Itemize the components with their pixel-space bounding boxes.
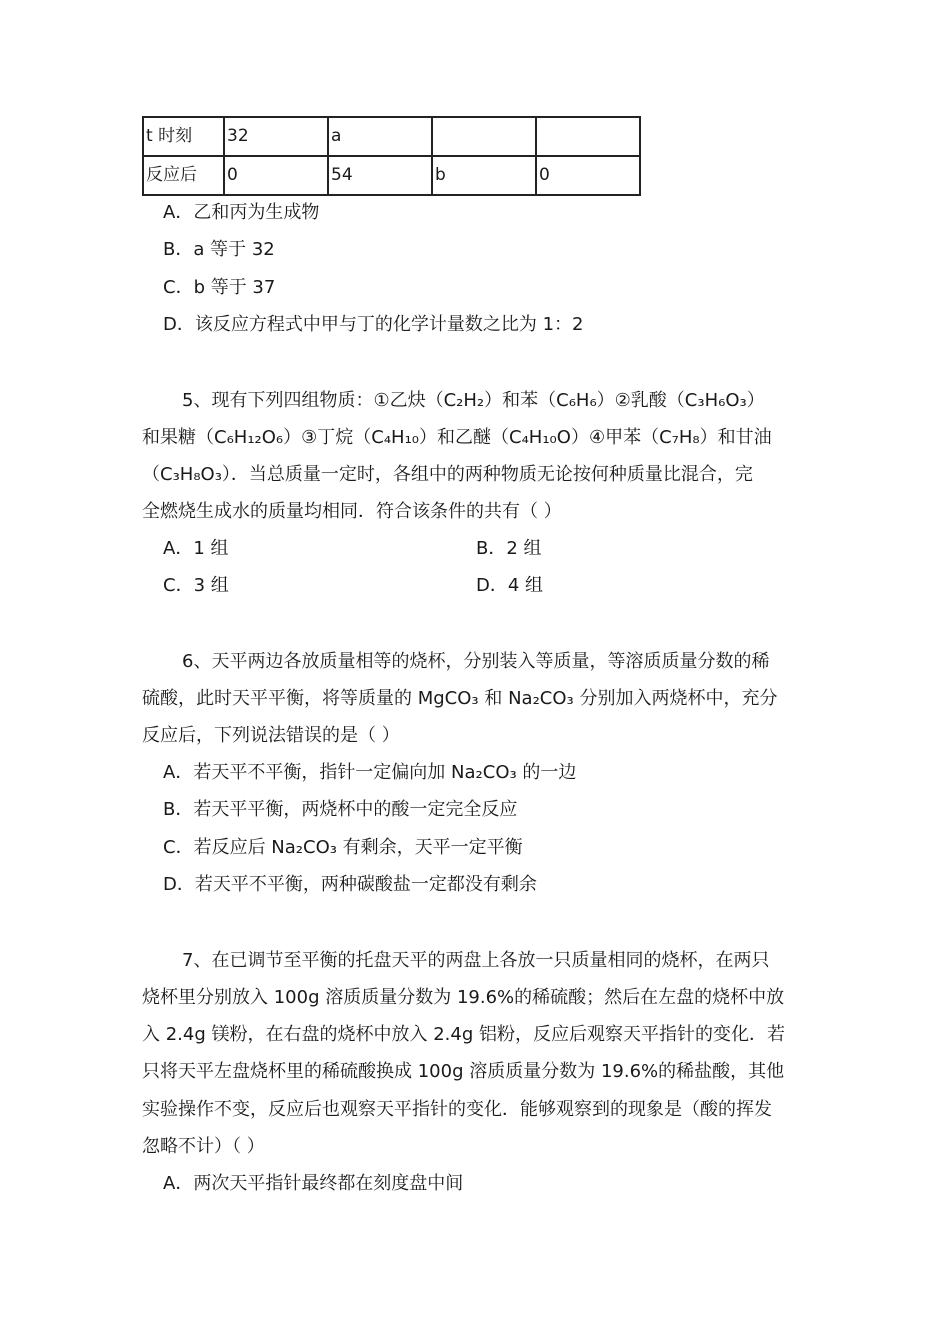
q4-option-b: B．a 等于 32 bbox=[163, 239, 275, 260]
q6-option-d: D．若天平不平衡，两种碳酸盐一定都没有剩余 bbox=[163, 874, 537, 895]
q7-text-line: 实验操作不变，反应后也观察天平指针的变化．能够观察到的现象是（酸的挥发 bbox=[142, 1099, 772, 1120]
q5-option-b: B．2 组 bbox=[476, 538, 542, 559]
table-row bbox=[143, 117, 640, 156]
q7-text-line: 只将天平左盘烧杯里的稀硫酸换成 100g 溶质质量分数为 19.6%的稀盐酸，其他 bbox=[142, 1061, 785, 1082]
table-cell bbox=[432, 117, 536, 156]
table-cell: 反应后 bbox=[143, 156, 224, 195]
table-cell: b bbox=[432, 156, 536, 195]
q6-option-b: B．若天平平衡，两烧杯中的酸一定完全反应 bbox=[163, 799, 518, 820]
q7-text-line: 忽略不计）（ ） bbox=[142, 1136, 265, 1157]
q7-text-line: 入 2.4g 镁粉，在右盘的烧杯中放入 2.4g 铝粉，反应后观察天平指针的变化．若 bbox=[142, 1024, 785, 1045]
q6-text-line: 6、天平两边各放质量相等的烧杯，分别装入等质量，等溶质质量分数的稀 bbox=[182, 651, 770, 672]
q6-text-line: 反应后，下列说法错误的是（ ） bbox=[142, 725, 400, 746]
data-table bbox=[142, 116, 641, 196]
q7-option-a: A．两次天平指针最终都在刻度盘中间 bbox=[163, 1173, 464, 1194]
q6-option-c: C．若反应后 Na₂CO₃ 有剩余，天平一定平衡 bbox=[163, 837, 523, 858]
q5-text-line: 5、现有下列四组物质：①乙炔（C₂H₂）和苯（C₆H₆）②乳酸（C₃H₆O₃） bbox=[182, 390, 765, 411]
q5-option-a: A．1 组 bbox=[163, 538, 229, 559]
table-cell: 32 bbox=[224, 117, 328, 156]
table-cell: t 时刻 bbox=[143, 117, 224, 156]
table-cell: a bbox=[328, 117, 432, 156]
q5-option-d: D．4 组 bbox=[476, 575, 544, 596]
q7-text-line: 7、在已调节至平衡的托盘天平的两盘上各放一只质量相同的烧杯，在两只 bbox=[182, 950, 770, 971]
table-row bbox=[143, 156, 640, 195]
table-cell: 0 bbox=[224, 156, 328, 195]
q4-option-a: A．乙和丙为生成物 bbox=[163, 202, 320, 223]
q5-text-line: 和果糖（C₆H₁₂O₆）③丁烷（C₄H₁₀）和乙醚（C₄H₁₀O）④甲苯（C₇H₈）和甘油 bbox=[142, 427, 772, 448]
q4-option-d: D．该反应方程式中甲与丁的化学计量数之比为 1：2 bbox=[163, 314, 584, 335]
q5-text-line: 全燃烧生成水的质量均相同．符合该条件的共有（ ） bbox=[142, 501, 562, 522]
q7-text-line: 烧杯里分别放入 100g 溶质质量分数为 19.6%的稀硫酸；然后在左盘的烧杯中放 bbox=[142, 987, 785, 1008]
q6-text-line: 硫酸，此时天平平衡，将等质量的 MgCO₃ 和 Na₂CO₃ 分别加入两烧杯中，充分 bbox=[142, 688, 778, 709]
table-cell: 0 bbox=[536, 156, 640, 195]
q5-text-line: （C₃H₈O₃）．当总质量一定时，各组中的两种物质无论按何种质量比混合，完 bbox=[142, 464, 753, 485]
table-cell: 54 bbox=[328, 156, 432, 195]
q5-option-c: C．3 组 bbox=[163, 575, 229, 596]
table-cell bbox=[536, 117, 640, 156]
q4-option-c: C．b 等于 37 bbox=[163, 277, 276, 298]
q6-option-a: A．若天平不平衡，指针一定偏向加 Na₂CO₃ 的一边 bbox=[163, 762, 577, 783]
